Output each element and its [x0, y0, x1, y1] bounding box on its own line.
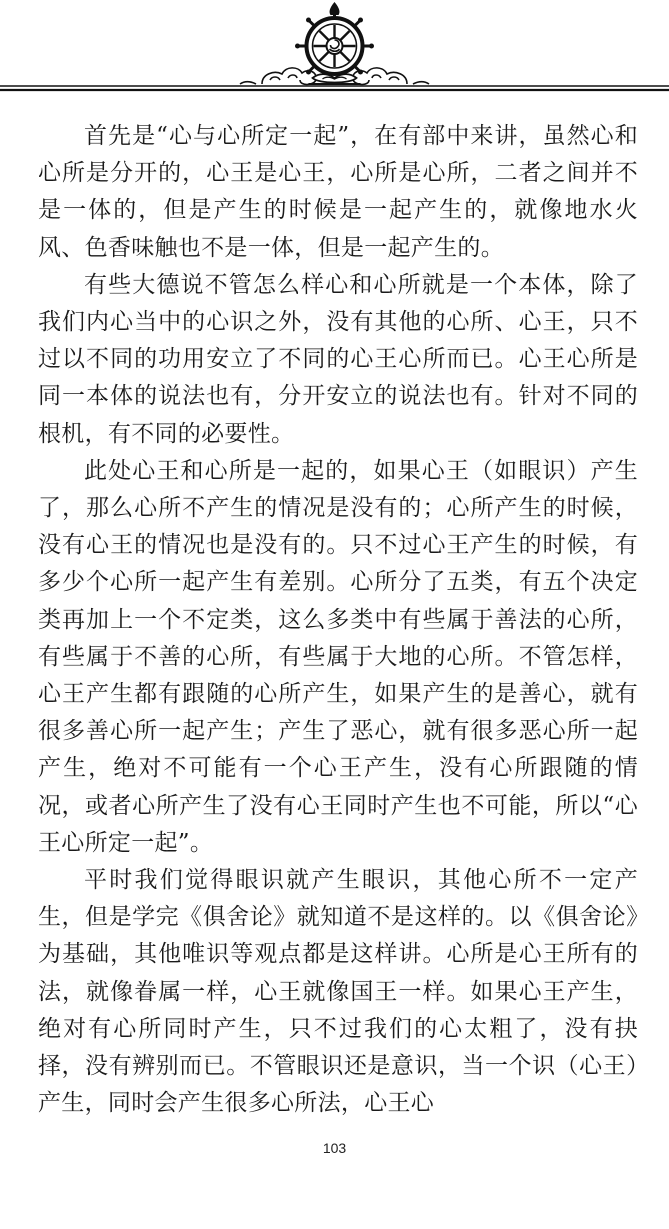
right-cloud-icon: [353, 68, 429, 85]
page-header: [0, 0, 669, 100]
left-cloud-icon: [240, 68, 316, 85]
paragraph: 首先是“心与心所定一起”，在有部中来讲，虽然心和心所是分开的，心王是心王，心所是心所，二者之间并不是一体的，但是产生的时候是一起产生的，就像地水火风、色香味触也不是一体，但是一起产生的。: [38, 123, 638, 261]
page-number: 103: [322, 1140, 347, 1156]
paragraph: 此处心王和心所是一起的，如果心王（如眼识）产生了，那么心所不产生的情况是没有的；心所产生的时候，没有心王的情况也是没有的。只不过心王产生的时候，有多少个心所一起产生有差别。心所分了五类，有五个决定类再加上一个不定类，这么多类中有些属于善法的心所，有些属于不善的心所，有些属于大地的心所。不管怎样，心王产生都有跟随的心所产生，如果产生的是善心，就有很多善心所一起产生；产生了恶心，就有很多恶心所一起产生，绝对不可能有一个心王产生，没有心所跟随的情况，或者心所产生了没有心王同时产生也不可能，所以“心王心所定一起”。: [38, 457, 638, 856]
paragraph: 有些大德说不管怎么样心和心所就是一个本体，除了我们内心当中的心识之外，没有其他的心所、心王，只不过以不同的功用安立了不同的心王心所而已。心王心所是同一本体的说法也有，分开安立的说法也有。针对不同的根机，有不同的必要性。: [38, 271, 638, 447]
paragraph: 平时我们觉得眼识就产生眼识，其他心所不一定产生，但是学完《俱舍论》就知道不是这样的。以《俱舍论》为基础，其他唯识等观点都是这样讲。心所是心王所有的法，就像眷属一样，心王就像国王一样。如果心王产生，绝对有心所同时产生，只不过我们的心太粗了，没有抉择，没有辨别而已。不管眼识还是意识，当一个识（心王）产生，同时会产生很多心所法，心王心: [38, 867, 638, 1117]
dharma-wheel-icon: [295, 2, 374, 84]
header-rule: [0, 86, 669, 90]
header-ornament: [0, 0, 669, 100]
page-body: [38, 118, 638, 1122]
